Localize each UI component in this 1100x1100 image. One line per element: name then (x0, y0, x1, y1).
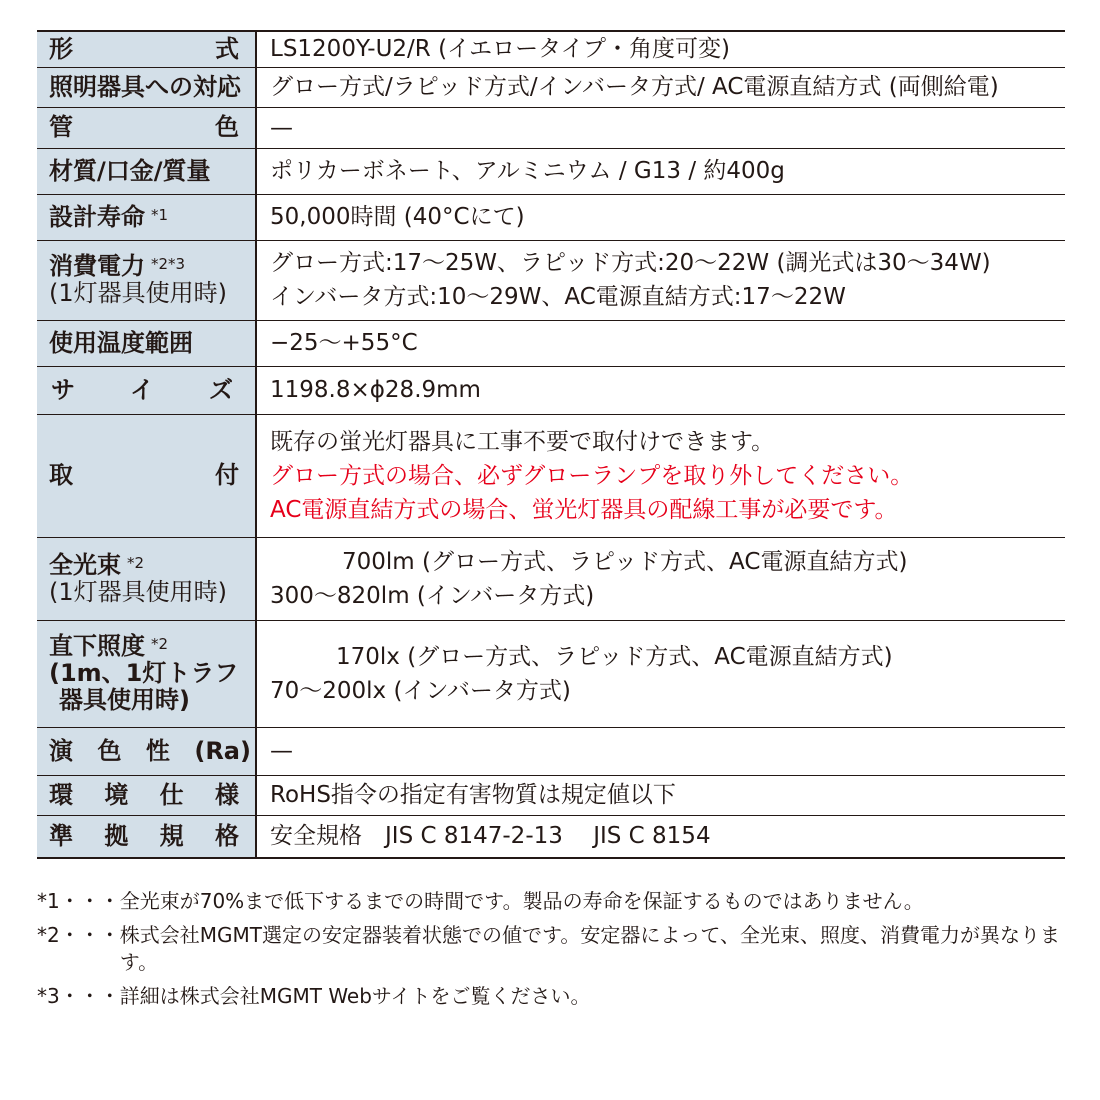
spec-label: 照明器具への対応 (37, 67, 256, 107)
value-line: 700lm (グロー方式、ラピッド方式、AC電源直結方式) (342, 548, 908, 575)
label-text: 設計寿命 (49, 202, 145, 231)
label-char: 演 (49, 736, 73, 765)
label-char: 仕 (159, 780, 184, 809)
warning-line: AC電源直結方式の場合、蛍光灯器具の配線工事が必要です。 (270, 496, 898, 523)
spec-label (37, 240, 256, 320)
footnote-mark: *1・・・ (37, 889, 120, 913)
spec-row-material (37, 148, 1065, 194)
value-line: インバータ方式:10〜29W、AC電源直結方式:17〜22W (270, 284, 846, 310)
footnote-text: 詳細は株式会社MGMT Webサイトをご覧ください。 (119, 984, 591, 1008)
label-char: 式 (215, 34, 239, 63)
label-char: 規 (159, 821, 184, 850)
label-char: 拠 (104, 821, 129, 850)
footnote-text: 株式会社MGMT選定の安定器装着状態での値です。安定器によって、全光束、照度、消費電力が異なります。 (119, 923, 1060, 974)
footnote (37, 888, 1082, 915)
label-char: ズ (209, 375, 233, 404)
spec-label (37, 727, 256, 775)
spec-value: — (256, 107, 1065, 148)
spec-label (37, 537, 256, 620)
spec-value: 1198.8×ϕ28.9mm (256, 366, 1065, 414)
label-subtext: 器具使用時) (59, 686, 190, 714)
label-text: 全光束 (49, 550, 121, 579)
spec-value (256, 414, 1065, 537)
label-char: 色 (97, 736, 122, 765)
spec-value: ポリカーボネート、アルミニウム / G13 / 約400g (256, 148, 1065, 194)
label-subtext: (1灯器具使用時) (49, 577, 227, 606)
label-char: 境 (104, 780, 129, 809)
spec-label (37, 194, 256, 240)
spec-value: 50,000時間 (40°Cにて) (256, 194, 1065, 240)
spec-value (256, 620, 1065, 727)
spec-label (37, 775, 256, 815)
label-char: サ (51, 375, 75, 404)
footnote-marker: *1 (151, 205, 169, 224)
spec-row-cri (37, 727, 1065, 775)
label-char: 格 (214, 821, 239, 850)
label-char: 準 (49, 821, 73, 850)
footnote-marker: *2*3 (151, 255, 186, 273)
label-char: 形 (49, 34, 73, 63)
spec-value: LS1200Y-U2/R (イエロータイプ・角度可変) (256, 31, 1065, 67)
footnote-marker: *2 (127, 553, 145, 572)
footnote-mark: *2・・・ (37, 923, 120, 947)
spec-value: 安全規格 JIS C 8147-2-13 JIS C 8154 (256, 815, 1065, 858)
label-char: 性 (145, 736, 170, 765)
spec-value: RoHS指令の指定有害物質は規定値以下 (256, 775, 1065, 815)
label-char: 様 (214, 780, 239, 809)
spec-label (37, 366, 256, 414)
value-line: 300〜820lm (インバータ方式) (270, 582, 595, 609)
footnote-text: 全光束が70%まで低下するまでの時間です。製品の寿命を保証するものではありません。 (119, 889, 924, 913)
label-char: 取 (49, 461, 73, 489)
spec-label (37, 107, 256, 148)
spec-row-standard (37, 815, 1065, 858)
footnote (37, 983, 1082, 1010)
footnote-marker: *2 (151, 635, 169, 653)
footnotes (37, 888, 1082, 1017)
spec-row-temp (37, 320, 1065, 366)
spec-table (37, 30, 1065, 859)
label-char: 環 (49, 780, 73, 809)
spec-row-mount (37, 414, 1065, 537)
spec-row-flux (37, 537, 1065, 620)
spec-value: −25〜+55°C (256, 320, 1065, 366)
spec-label (37, 815, 256, 858)
label-subtext: (1m、1灯トラフ (49, 659, 239, 687)
label-char: 色 (215, 113, 239, 141)
spec-value: グロー方式/ラピッド方式/インバータ方式/ AC電源直結方式 (両側給電) (256, 67, 1065, 107)
value-line: 既存の蛍光灯器具に工事不要で取付けできます。 (270, 428, 775, 455)
spec-row-illuminance (37, 620, 1065, 727)
spec-row-format (37, 31, 1065, 67)
spec-label (37, 620, 256, 727)
label-char: 付 (215, 461, 239, 489)
label-text: 直下照度 (49, 632, 145, 660)
spec-value (256, 240, 1065, 320)
spec-row-size (37, 366, 1065, 414)
spec-row-power (37, 240, 1065, 320)
label-char: (Ra) (194, 736, 251, 765)
value-line: グロー方式:17〜25W、ラピッド方式:20〜22W (調光式は30〜34W) (270, 250, 991, 276)
value-line: 70〜200lx (インバータ方式) (270, 677, 571, 704)
spec-row-environment (37, 775, 1065, 815)
spec-label (37, 414, 256, 537)
spec-value (256, 537, 1065, 620)
warning-line: グロー方式の場合、必ずグローランプを取り外してください。 (270, 462, 914, 489)
footnote-mark: *3・・・ (37, 984, 120, 1008)
spec-row-tube-color (37, 107, 1065, 148)
label-subtext: (1灯器具使用時) (49, 279, 227, 307)
spec-row-life (37, 194, 1065, 240)
spec-label: 使用温度範囲 (37, 320, 256, 366)
spec-label: 材質/口金/質量 (37, 148, 256, 194)
footnote (37, 922, 1082, 976)
label-char: イ (130, 375, 154, 404)
spec-row-fixture (37, 67, 1065, 107)
label-char: 管 (49, 113, 73, 141)
label-text: 消費電力 (49, 252, 145, 280)
value-line: 170lx (グロー方式、ラピッド方式、AC電源直結方式) (336, 643, 893, 670)
spec-label (37, 31, 256, 67)
spec-value: — (256, 727, 1065, 775)
